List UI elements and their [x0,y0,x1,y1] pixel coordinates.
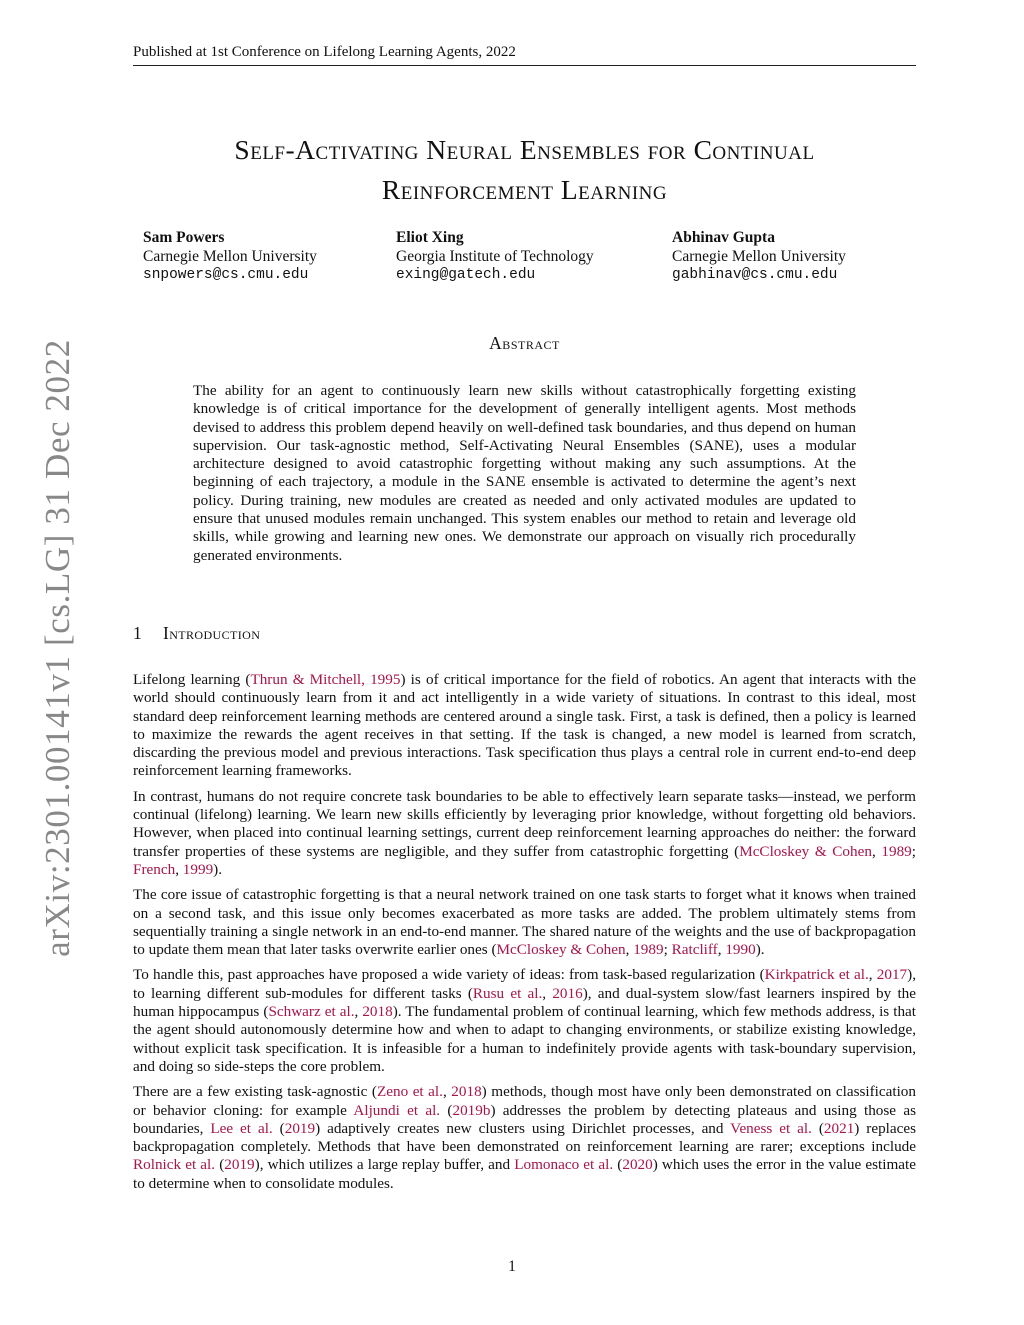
page-number: 1 [508,1258,516,1275]
text-run: ; [911,842,916,860]
citation-link[interactable]: 1999 [182,860,214,878]
text-run: ) methods, though most have only been demonstrated on classification or behavior cloning: for example [133,1083,916,1119]
citation-link[interactable]: Rolnick et al. [133,1156,216,1174]
abstract-heading: Abstract [489,333,560,353]
paper-title [133,130,916,210]
citation-link[interactable]: Lomonaco et al. [514,1156,614,1174]
running-header: Published at 1st Conference on Lifelong Learning Agents, 2022 [133,44,916,66]
text-run: , [717,941,726,959]
citation-link[interactable]: 2017 [876,966,908,984]
citation-link[interactable]: Veness et al. [730,1119,812,1137]
introduction-body [133,671,916,1200]
citation-link[interactable]: 1990 [725,941,756,959]
author-affiliation: Carnegie Mellon University [143,248,317,265]
citation-link[interactable]: French [133,860,176,878]
author-affiliation: Carnegie Mellon University [672,248,846,265]
arxiv-identifier: arXiv:2301.00141v1 [cs.LG] 31 Dec 2022 [38,339,77,957]
text-run: , [354,1003,363,1021]
author-name: Abhinav Gupta [672,229,775,246]
section-heading-introduction [133,623,260,644]
text-run: ) which uses the error in the value estimate to determine when to consolidate modules. [133,1156,916,1192]
text-run: , [871,842,882,860]
citation-link[interactable]: 1989 [881,842,912,860]
author-2 [396,228,594,285]
author-3 [672,228,846,285]
text-run: To handle this, past approaches have proposed a wide variety of ideas: from task-based regularization ( [133,966,765,984]
citation-link[interactable]: McCloskey & Cohen [496,941,626,959]
author-affiliation: Georgia Institute of Technology [396,248,594,265]
text-run: ). The fundamental problem of continual learning, which few methods address, is that the agent should autonomously determine how and when to adapt to changing environments, or stabilize existing knowledge, without explicit task specification. It is infeasible for a human to indefinitely provide agents with task-boundary supervision, and doing so side-steps the core problem. [133,1003,916,1075]
citation-link[interactable]: 2016 [552,984,583,1002]
author-name: Sam Powers [143,229,225,246]
author-1 [143,228,317,285]
citation-link[interactable]: Rusu et al. [472,984,543,1002]
citation-link[interactable]: Zeno et al. [376,1083,443,1101]
citation-link[interactable]: Thrun & Mitchell, 1995 [250,671,401,688]
citation-link[interactable]: 2018 [451,1083,482,1101]
citation-link[interactable]: Kirkpatrick et al. [764,966,869,984]
text-run: , [175,860,183,878]
title-line-2: Reinforcement Learning [381,174,668,205]
citation-link[interactable]: 2020 [622,1156,653,1174]
author-email[interactable]: gabhinav@cs.cmu.edu [672,267,838,283]
text-run: ) replaces backpropagation completely. Methods that have been demonstrated on reinforcement learning are rarer; exceptions include [133,1119,917,1156]
citation-link[interactable]: Ratcliff [671,941,718,959]
citation-link[interactable]: 1989 [633,941,664,959]
citation-link[interactable]: McCloskey & Cohen [739,842,872,860]
text-run: ). [755,941,765,959]
text-run: The core issue of catastrophic forgetting is that a neural network trained on one task starts to forget what it knows when trained on a second task, and this issue only becomes exacerbated as more tasks are added. The problem ultimately stems from sequentially training a single network in an end-to-end manner. The shared nature of the weights and the use of backpropagation to update them mean that later tasks overwrite earlier ones ( [133,886,916,959]
author-name: Eliot Xing [396,229,464,246]
citation-link[interactable]: 2019 [224,1156,255,1174]
author-email[interactable]: snpowers@cs.cmu.edu [143,267,309,283]
citation-link[interactable]: 2019b [452,1101,491,1119]
text-run: ( [811,1119,824,1137]
text-run: , [442,1083,452,1101]
text-run: ; [663,941,672,959]
text-run: ( [215,1156,225,1174]
paragraph-5 [133,1083,916,1193]
citation-link[interactable]: 2019 [284,1119,316,1137]
citation-link[interactable]: Schwarz et al. [268,1003,355,1021]
title-line-1: Self-Activating Neural Ensembles for Continual [234,134,815,165]
abstract-text: The ability for an agent to continuously learn new skills without catastrophically forgetting existing knowledge is of critical importance for the development of generally intelligent agents. Most methods devised to address this problem depend heavily on well-defined task boundaries, and thus depend on human supervision. Our task-agnostic method, Self-Activating Neural Ensembles (SANE), uses a modular architecture designed to avoid catastrophic forgetting without making any such assumptions. At the beginning of each trajectory, a module in the SANE ensemble is activated to determine the agent’s next policy. During training, new modules are created as needed and only activated modules are updated to ensure that unused modules remain unchanged. This system enables our method to retain and leverage old skills, while growing and learning new ones. We demonstrate our approach on visually rich procedurally generated environments. [193,382,856,564]
citation-link[interactable]: 2018 [362,1003,393,1021]
text-run: ), which utilizes a large replay buffer, and [254,1156,515,1174]
text-run: There are a few existing task-agnostic ( [133,1083,377,1101]
text-run: In contrast, humans do not require concrete task boundaries to be able to effectively learn separate tasks—instead, we perform continual (lifelong) learning. We learn new skills efficiently by leveraging prior knowledge, without forgetting old behaviors. However, when placed into continual learning settings, current deep reinforcement learning approaches do neither: the forward transfer properties of these systems are negligible, and they suffer from catastrophic forgetting ( [133,787,916,860]
text-run: ) is of critical importance for the field of robotics. An agent that interacts with the world should continuously learn from it and act intelligently in a wide variety of situations. In contrast to this ideal, most standard deep reinforcement learning methods are centered around a single task. First, a task is defined, then a policy is learned to maximize the rewards the agent receives in that setting. If the task is changed, a new model is learned from scratch, discarding the previous model and previous interactions. Task specification thus plays a central role in current end-to-end deep reinforcement learning frameworks. [133,671,916,780]
text-run: , [625,941,634,959]
citation-link[interactable]: Aljundi et al. [353,1101,441,1119]
text-run: , [542,984,553,1002]
paragraph-4 [133,966,916,1076]
citation-link[interactable]: 2021 [823,1119,855,1137]
section-title: Introduction [163,623,261,643]
text-run: ( [613,1156,623,1174]
text-run: ). [213,860,223,878]
paragraph-2 [133,788,916,879]
text-run: ) adaptively creates new clusters using Dirichlet processes, and [315,1119,731,1137]
section-number: 1 [133,623,143,643]
paragraph-3 [133,886,916,959]
citation-link[interactable]: Lee et al. [210,1119,273,1137]
text-run: ( [272,1119,285,1137]
author-email[interactable]: exing@gatech.edu [396,267,536,283]
text-run: ), to learning different sub-modules for different tasks ( [133,966,916,1002]
text-run: Lifelong learning ( [133,671,251,688]
text-run: ), and dual-system slow/fast learners inspired by the human hippocampus ( [133,984,917,1021]
text-run: ) addresses the problem by detecting plateaus and using those as boundaries, [133,1101,916,1137]
text-run: ( [440,1101,453,1119]
paragraph-1 [133,671,916,781]
text-run: , [868,966,877,984]
